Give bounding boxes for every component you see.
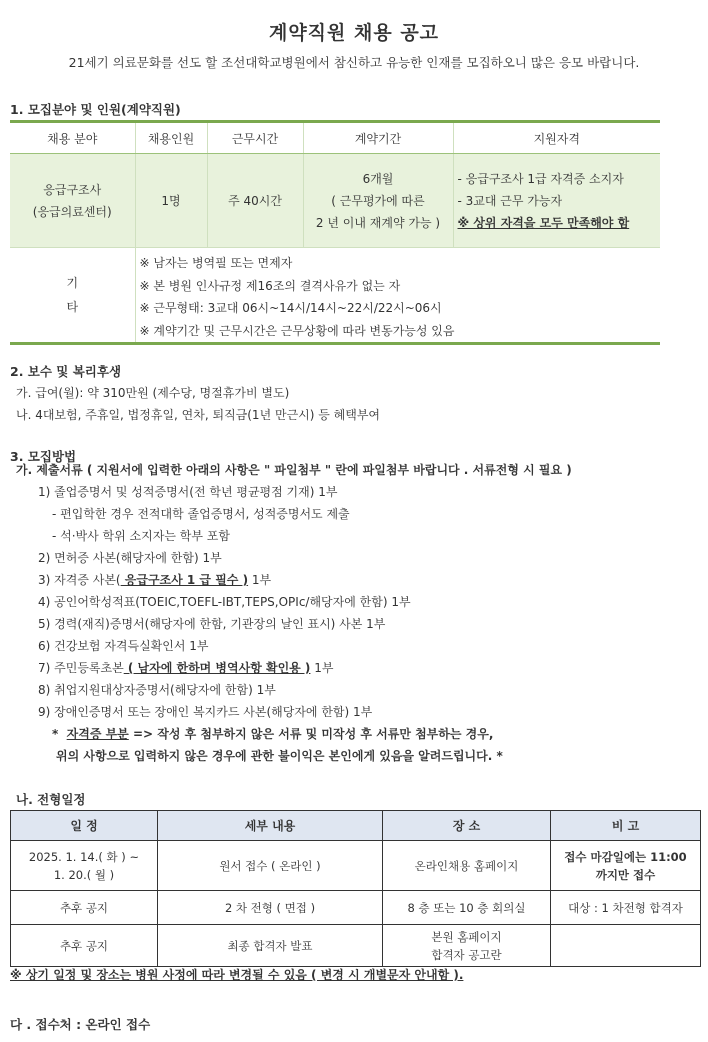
header-field: 채용 분야: [10, 122, 135, 154]
doc-item: 5) 경력(재직)증명서(해당자에 한함, 기관장의 날인 표시) 사본 1부: [38, 617, 386, 631]
note-text: => 작성 후 첨부하지 않은 서류 및 미작성 후 서류만 첨부하는 경우,: [128, 727, 494, 741]
qualification-item: - 3교대 근무 가능자: [457, 193, 563, 208]
header-hours: 근무시간: [207, 122, 303, 154]
doc-item: 9) 장애인증명서 또는 장애인 복지카드 사본(해당자에 한함) 1부: [38, 705, 373, 719]
header-period: 계약기간: [303, 122, 453, 154]
schedule-date: 추후 공지: [11, 891, 158, 925]
doc-item: 4) 공인어학성적표(TOEIC,TOEFL-IBT,TEPS,OPIc/해당자에 한함) 1부: [38, 595, 411, 609]
doc-text: 3) 자격증 사본(: [38, 573, 121, 587]
warning-note-2: 위의 사항으로 입력하지 않은 경우에 관한 불이익은 본인에게 있음을 알려드립니다. *: [56, 749, 503, 763]
section2-heading: 2. 보수 및 복리후생: [10, 364, 122, 379]
table-row: [11, 925, 701, 967]
docs-heading: 가. 제출서류 ( 지원서에 입력한 아래의 사항은 " 파일첨부 " 란에 파일첨부 바랍니다 . 서류전형 시 필요 ): [16, 463, 572, 477]
section3-heading: 3. 모집방법: [10, 449, 77, 464]
schedule-header-place: 장 소: [383, 811, 551, 841]
benefit-line: 나. 4대보험, 주휴일, 법정휴일, 연차, 퇴직금(1년 만근시) 등 혜택부여: [16, 408, 381, 422]
doc-item: 8) 취업지원대상자증명서(해당자에 한함) 1부: [38, 683, 276, 697]
etc-label: [10, 248, 135, 344]
doc-item: [38, 571, 271, 588]
period-cell: [303, 154, 453, 248]
place-line: 본원 홈페이지: [431, 929, 502, 944]
schedule-detail: 최종 합격자 발표: [158, 925, 383, 967]
schedule-heading: 나. 전형일정: [16, 792, 86, 807]
schedule-place: [383, 925, 551, 967]
note-star: *: [52, 727, 59, 741]
date-line: 2025. 1. 14.( 화 ) ~: [28, 849, 140, 864]
etc-item: ※ 근무형태: 3교대 06시~14시/14시~22시/22시~06시: [139, 301, 442, 315]
etc-body: [135, 248, 660, 344]
schedule-date: [11, 841, 158, 891]
note-line: 접수 마감일에는 11:00: [564, 849, 687, 864]
hours-cell: 주 40시간: [207, 154, 303, 248]
count-cell: 1명: [135, 154, 207, 248]
period-line: 2 년 이내 재계약 가능 ): [315, 215, 441, 230]
table-row: [11, 841, 701, 891]
doc-item: 2) 면허증 사본(해당자에 한함) 1부: [38, 551, 222, 565]
field-dept: (응급의료센터): [32, 204, 112, 219]
schedule-header-date: 일 정: [11, 811, 158, 841]
table-row: [11, 891, 701, 925]
qualification-note: ※ 상위 자격을 모두 만족해야 함: [457, 215, 630, 230]
schedule-detail: 2 차 전형 ( 면접 ): [158, 891, 383, 925]
etc-item: ※ 남자는 병역필 또는 면제자: [139, 256, 293, 270]
schedule-footnote: ※ 상기 일정 및 장소는 병원 사정에 따라 변경될 수 있음 ( 변경 시 개별문자 안내함 ).: [10, 968, 464, 982]
schedule-note: 대상 : 1 차전형 합격자: [551, 891, 701, 925]
date-line: 1. 20.( 월 ): [53, 867, 115, 882]
qualification-item: - 응급구조사 1급 자격증 소지자: [457, 171, 624, 186]
etc-label-char: 타: [66, 300, 79, 314]
place-line: 합격자 공고란: [431, 947, 502, 962]
schedule-note: [551, 841, 701, 891]
doc-item: [38, 659, 333, 676]
etc-label-char: 기: [66, 276, 79, 290]
doc-emphasis: 응급구조사 1 급 필수 ): [120, 573, 249, 587]
note-emphasis: 자격증 부분: [66, 727, 129, 741]
schedule-table: [10, 810, 701, 967]
warning-note: [52, 725, 493, 742]
doc-item: 6) 건강보험 자격득실확인서 1부: [38, 639, 209, 653]
doc-subitem: - 석·박사 학위 소지자는 학부 포함: [52, 529, 230, 543]
header-count: 채용인원: [135, 122, 207, 154]
doc-subitem: - 편입학한 경우 전적대학 졸업증명서, 성적증명서도 제출: [52, 507, 350, 521]
field-name: 응급구조사: [43, 182, 102, 197]
schedule-detail: 원서 접수 ( 온라인 ): [158, 841, 383, 891]
period-line: ( 근무평가에 따른: [331, 193, 425, 208]
etc-item: ※ 계약기간 및 근무시간은 근무상황에 따라 변동가능성 있음: [139, 323, 455, 338]
section1-heading: 1. 모집분야 및 인원(계약직원): [10, 102, 181, 117]
doc-text: 1부: [310, 661, 334, 675]
submission-place: 다 . 접수처 : 온라인 접수: [10, 1017, 151, 1032]
note-line: 까지만 접수: [595, 867, 656, 882]
doc-text: 1부: [248, 573, 272, 587]
etc-item: ※ 본 병원 인사규정 제16조의 결격사유가 없는 자: [139, 278, 401, 293]
recruitment-table: [10, 120, 660, 345]
period-line: 6개월: [362, 171, 394, 186]
doc-emphasis: ( 남자에 한하며 병역사항 확인용 ): [123, 661, 311, 675]
schedule-place: 온라인채용 홈페이지: [383, 841, 551, 891]
page-title: 계약직원 채용 공고: [268, 22, 440, 44]
pay-line: 가. 급여(월): 약 310만원 (제수당, 명절휴가비 별도): [16, 386, 290, 400]
schedule-date: 추후 공지: [11, 925, 158, 967]
doc-item: 1) 졸업증명서 및 성적증명서(전 학년 평균평점 기재) 1부: [38, 485, 338, 499]
schedule-header-detail: 세부 내용: [158, 811, 383, 841]
header-qualification: 지원자격: [453, 122, 660, 154]
schedule-place: 8 층 또는 10 층 회의실: [383, 891, 551, 925]
doc-text: 7) 주민등록초본: [38, 661, 124, 675]
schedule-note: [551, 925, 701, 967]
field-cell: [10, 154, 135, 248]
qualification-cell: [453, 154, 660, 248]
intro-text: 21세기 의료문화를 선도 할 조선대학교병원에서 참신하고 유능한 인재를 모집하오니 많은 응모 바랍니다.: [68, 55, 640, 70]
schedule-header-note: 비 고: [551, 811, 701, 841]
